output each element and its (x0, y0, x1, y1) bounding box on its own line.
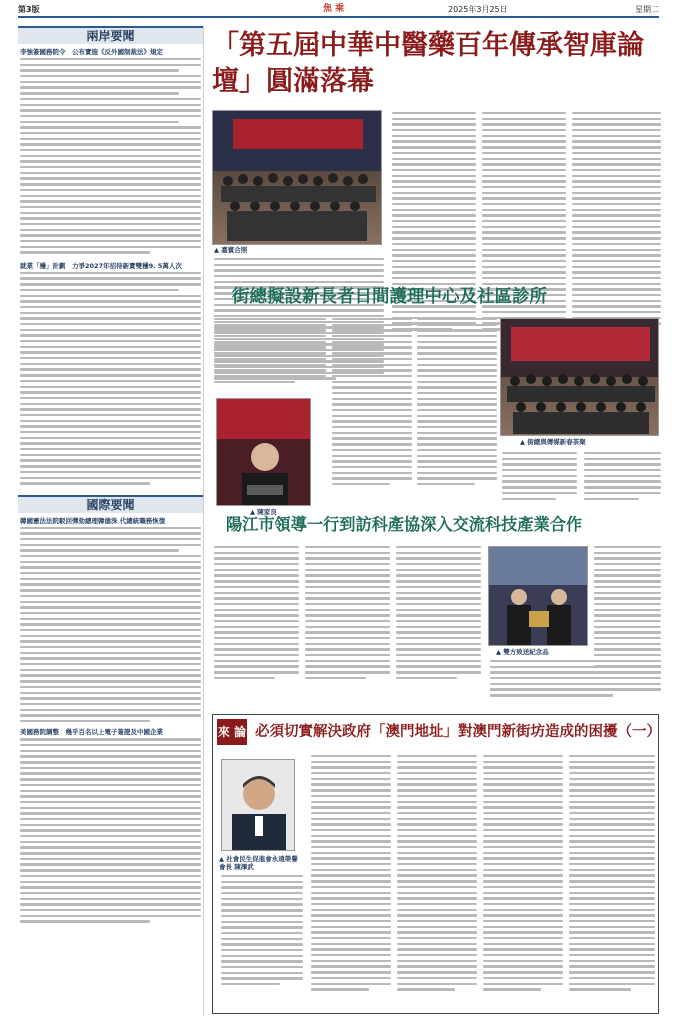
group-photo-illustration (213, 111, 382, 245)
photo-caption: ▲ 雙方致送紀念品 (496, 648, 549, 656)
article-body (490, 660, 661, 700)
article-body (417, 318, 497, 489)
article-headline: 就業「穩」計劃 力爭2027年招待新實雙穩9. 5萬人次 (20, 261, 182, 270)
speaker-illustration (217, 399, 311, 506)
headline-street-association: 街總擬設新長者日間護理中心及社區診所 (232, 287, 547, 307)
group-photo-forum (212, 110, 382, 245)
article-body (20, 272, 201, 485)
author-portrait-illustration (222, 760, 295, 851)
section-title-international: 國際要聞 (18, 495, 203, 513)
article-body (20, 738, 201, 922)
page-header (18, 4, 659, 18)
article-headline: 韓國憲法法院駁回彈劾總理韓德洙 代總統職務恢復 (20, 516, 166, 525)
article-body (396, 546, 481, 683)
press-gathering-illustration (501, 319, 659, 436)
article-body (332, 318, 412, 489)
article-body (20, 58, 201, 254)
press-gathering-photo (500, 318, 659, 436)
left-column (18, 26, 204, 1016)
speaker-photo (216, 398, 311, 506)
article-body (305, 546, 390, 683)
gift-exchange-photo (488, 546, 588, 646)
opinion-body (483, 755, 563, 994)
author-portrait (221, 759, 295, 851)
article-body (214, 318, 326, 386)
article-body (502, 452, 577, 503)
banner-title: 「第五屆中華中醫藥百年傳承智庫論壇」圓滿落幕 (212, 30, 644, 97)
article-body (584, 452, 661, 503)
author-caption: ▲ 社會民生促進會永遠榮譽會長 陳澤武 (219, 855, 298, 871)
photo-caption: ▲ 街總與傳媒新春茶聚 (520, 438, 586, 446)
opinion-body (569, 755, 655, 994)
section-title-cross-strait: 兩岸要聞 (18, 26, 203, 44)
article-headline: 美國務院調整 幾乎百名以上電子簽證及中國企業 (20, 728, 163, 737)
photo-caption: ▲ 陳家良 (250, 508, 277, 516)
photo-caption: ▲ 嘉賓合照 (214, 246, 248, 254)
opinion-body (311, 755, 391, 994)
headline-banner (212, 28, 659, 104)
opinion-body (397, 755, 477, 994)
opinion-title: 必須切實解決政府「澳門地址」對澳門新街坊造成的困擾（一） (255, 723, 661, 740)
article-headline: 李強簽國務院令 公布實施《反外國制裁法》規定 (20, 48, 163, 56)
weekday: 星期二 (635, 5, 659, 14)
opinion-tag: 來 論 (217, 719, 247, 745)
page-number: 第3版 (18, 5, 40, 14)
article-body (20, 527, 201, 723)
article-body (214, 546, 299, 683)
headline-yangjiang-visit: 陽江市領導一行到訪科產協深入交流科技產業合作 (226, 515, 583, 534)
masthead: 焦 乘 (323, 4, 345, 14)
opinion-body (221, 875, 303, 989)
issue-date: 2025年3月25日 (448, 5, 508, 14)
opinion-box (212, 714, 659, 1014)
gift-exchange-illustration (489, 547, 588, 646)
